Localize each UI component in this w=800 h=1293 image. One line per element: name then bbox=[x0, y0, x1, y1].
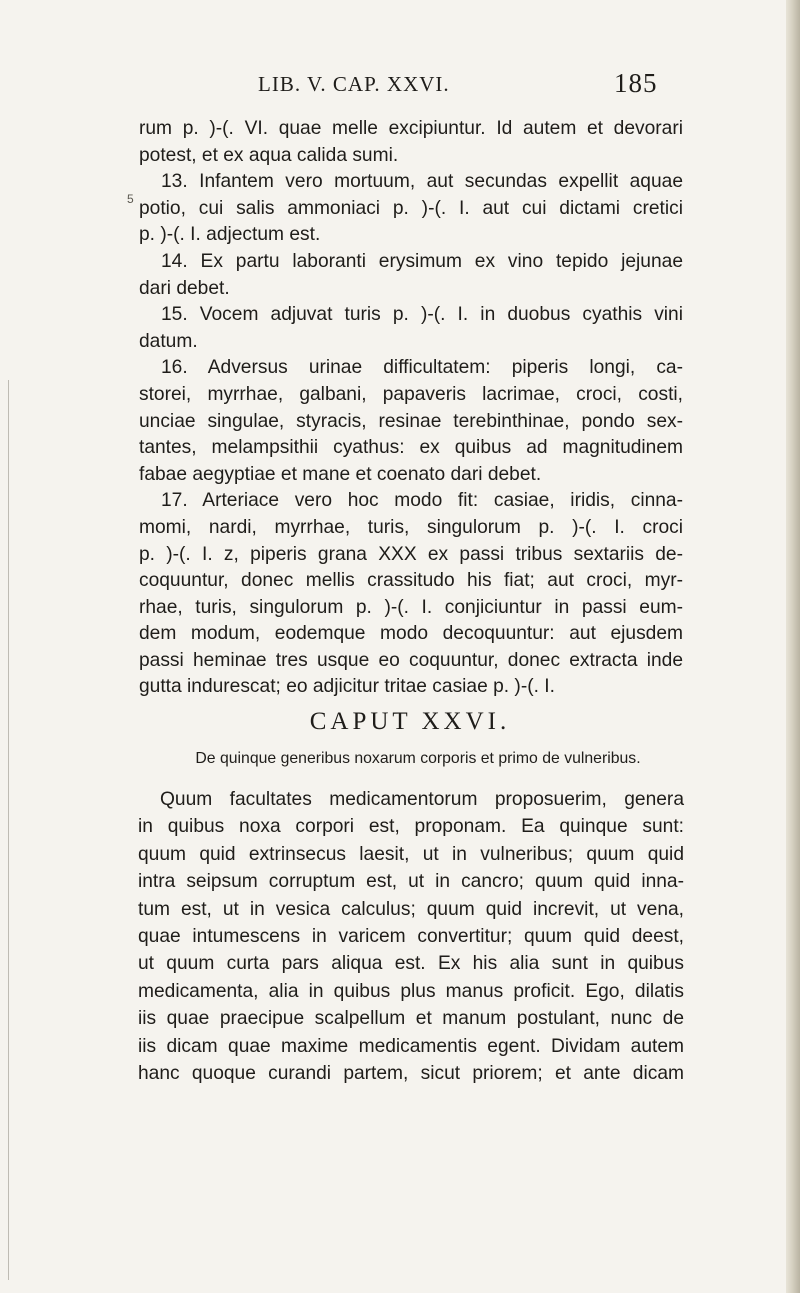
body-text bbox=[139, 116, 683, 701]
chapter-text bbox=[138, 786, 684, 1087]
text-line: coquuntur, donec mellis crassitudo his fiat; aut croci, myr- bbox=[139, 570, 683, 592]
text-line: hanc quoque curandi partem, sicut priorem; et ante dicam bbox=[138, 1062, 684, 1084]
text-line: medicamenta, alia in quibus plus manus proficit. Ego, dilatis bbox=[138, 980, 684, 1002]
text-line: iis quae praecipue scalpellum et manum postulant, nunc de bbox=[138, 1008, 684, 1030]
text-line: 13. Infantem vero mortuum, aut secundas expellit aquae bbox=[161, 171, 683, 193]
page-number: 185 bbox=[614, 68, 658, 98]
text-line: 14. Ex partu laboranti erysimum ex vino tepido jejunae bbox=[161, 250, 683, 272]
text-line: in quibus noxa corpori est, proponam. Ea quinque sunt: bbox=[138, 816, 684, 838]
text-line: 17. Arteriace vero hoc modo fit: casiae, iridis, cinna- bbox=[161, 490, 683, 512]
running-head bbox=[0, 68, 800, 108]
text-line: datum. bbox=[139, 330, 198, 352]
text-line: quum quid extrinsecus laesit, ut in vulneribus; quum quid bbox=[138, 843, 684, 865]
margin-rule bbox=[8, 380, 9, 1280]
text-line: 16. Adversus urinae difficultatem: piperis longi, ca- bbox=[161, 357, 683, 379]
text-line: tum est, ut in vesica calculus; quum quid increvit, ut vena, bbox=[138, 898, 684, 920]
running-title: LIB. V. CAP. XXVI. bbox=[258, 72, 450, 96]
text-line: ut quum curta pars aliqua est. Ex his alia sunt in quibus bbox=[138, 953, 684, 975]
chapter-heading: CAPUT XXVI. bbox=[309, 708, 511, 735]
text-line: tantes, melampsithii cyathus: ex quibus ad magnitudinem bbox=[139, 437, 683, 459]
text-line: p. )-(. I. adjectum est. bbox=[139, 224, 321, 246]
text-line: dem modum, eodemque modo decoquuntur: aut ejusdem bbox=[139, 623, 683, 645]
text-line: 15. Vocem adjuvat turis p. )-(. I. in duobus cyathis vini bbox=[161, 304, 683, 326]
text-line: momi, nardi, myrrhae, turis, singulorum p. )-(. I. croci bbox=[139, 516, 683, 538]
text-line: potest, et ex aqua calida sumi. bbox=[139, 144, 399, 166]
text-line: gutta indurescat; eo adjicitur tritae casiae p. )-(. I. bbox=[139, 676, 555, 698]
text-line: potio, cui salis ammoniaci p. )-(. I. aut cui dictami cretici bbox=[139, 197, 683, 219]
margin-mark: 5 bbox=[127, 192, 134, 206]
text-line: Quum facultates medicamentorum proposuerim, genera bbox=[160, 789, 684, 810]
page-edge bbox=[786, 0, 800, 1293]
text-line: dari debet. bbox=[139, 277, 230, 299]
text-line: quae intumescens in varicem convertitur; quum quid deest, bbox=[138, 925, 684, 947]
text-line: intra seipsum corruptum est, ut in cancro; quum quid inna- bbox=[138, 871, 684, 893]
text-line: rum p. )-(. VI. quae melle excipiuntur. Id autem et devorari bbox=[139, 118, 683, 139]
text-line: fabae aegyptiae et mane et coenato dari debet. bbox=[139, 463, 542, 485]
text-line: passi heminae tres usque eo coquuntur, donec extracta inde bbox=[139, 649, 683, 671]
text-line: p. )-(. I. z, piperis grana XXX ex passi tribus sextariis de- bbox=[139, 543, 683, 565]
text-line: unciae singulae, styracis, resinae terebinthinae, pondo sex- bbox=[139, 410, 683, 432]
text-line: rhae, turis, singulorum p. )-(. I. conjiciuntur in passi eum- bbox=[139, 596, 683, 618]
text-line: storei, myrrhae, galbani, papaveris lacrimae, croci, costi, bbox=[139, 383, 683, 405]
text-line: iis dicam quae maxime medicamentis egent. Dividam autem bbox=[138, 1035, 684, 1057]
chapter-subtitle: De quinque generibus noxarum corporis et primo de vulneribus. bbox=[195, 750, 641, 767]
